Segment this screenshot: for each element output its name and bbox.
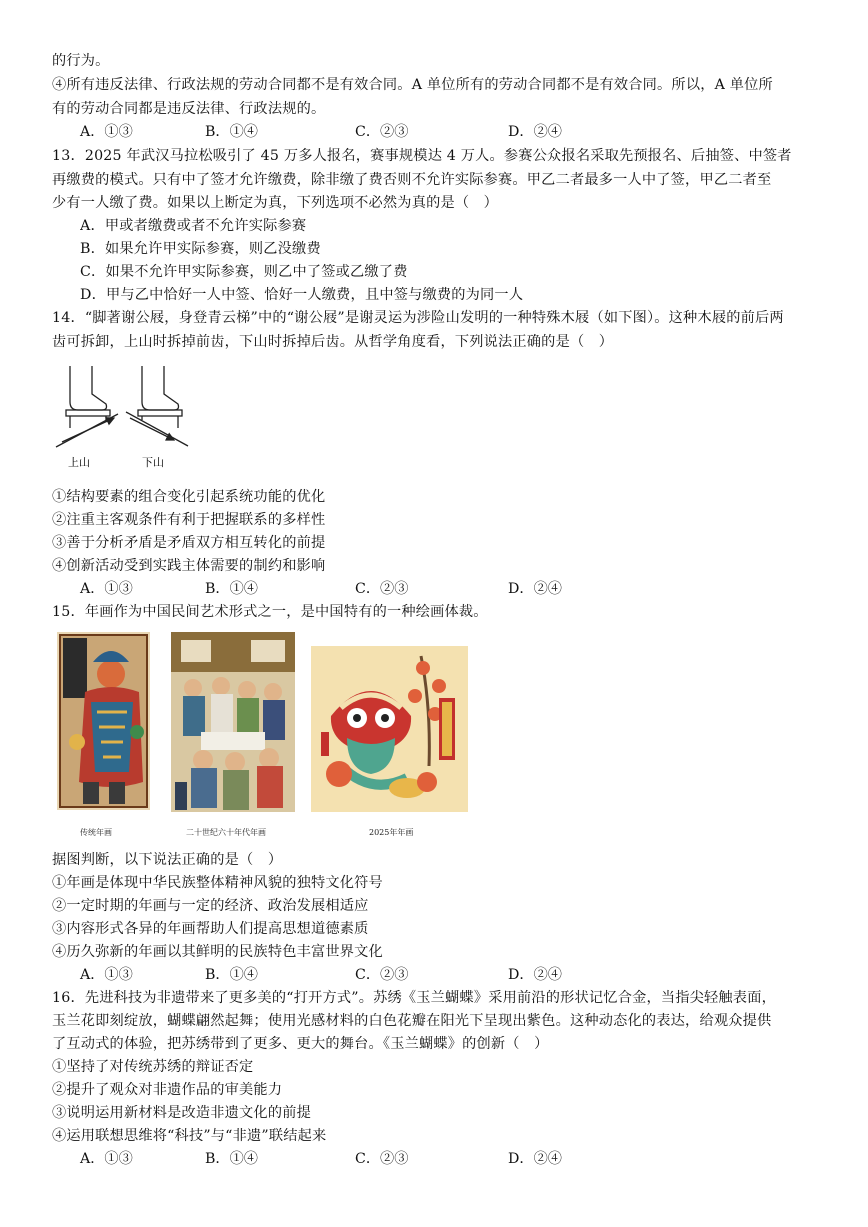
q16-item-1: ①坚持了对传统苏绣的辩证否定 bbox=[52, 1059, 254, 1075]
leg-downhill-icon bbox=[142, 366, 179, 410]
q15-item-3: ③内容形式各异的年画帮助人们提高思想道德素质 bbox=[52, 921, 369, 937]
q16-item-3: ③说明运用新材料是改造非遗文化的前提 bbox=[52, 1105, 311, 1121]
option-a[interactable]: A．①③ bbox=[80, 124, 133, 140]
slope-downhill bbox=[126, 412, 188, 446]
clog-board-uphill bbox=[66, 410, 110, 416]
q14-stem-line2: 齿可拆卸，上山时拆掉前齿，下山时拆掉后齿。从哲学角度看，下列说法正确的是（ ） bbox=[52, 334, 614, 350]
caption-1960s: 二十世纪六十年代年画 bbox=[186, 828, 266, 837]
q13-option-c[interactable]: C．如果不允许甲实际参赛，则乙中了签或乙缴了费 bbox=[80, 264, 408, 280]
q14-stem-line1: 14．“脚著谢公屐，身登青云梯”中的“谢公屐”是谢灵运为涉险山发明的一种特殊木屐（如下图）。这种木屐的前后两 bbox=[52, 310, 784, 326]
option-d[interactable]: D．②④ bbox=[508, 967, 562, 983]
q14-item-2: ②注重主客观条件有利于把握联系的多样性 bbox=[52, 512, 326, 528]
option-d[interactable]: D．②④ bbox=[508, 581, 562, 597]
q14-item-4: ④创新活动受到实践主体需要的制约和影响 bbox=[52, 558, 326, 574]
option-b[interactable]: B．①④ bbox=[205, 581, 258, 597]
q15-item-1: ①年画是体现中华民族整体精神风貌的独特文化符号 bbox=[52, 875, 383, 891]
q13-stem-line2: 再缴费的模式。只有中了签才允许缴费，除非缴了费否则不允许实际参赛。甲乙二者最多一人中了签，甲乙二者至 bbox=[52, 172, 772, 188]
option-a[interactable]: A．①③ bbox=[80, 581, 133, 597]
option-a[interactable]: A．①③ bbox=[80, 967, 133, 983]
option-d[interactable]: D．②④ bbox=[508, 1151, 562, 1167]
q15-item-2: ②一定时期的年画与一定的经济、政治发展相适应 bbox=[52, 898, 369, 914]
clog-board-downhill bbox=[138, 410, 182, 416]
q16-stem-line2: 玉兰花即刻绽放，蝴蝶翩然起舞；使用光感材料的白色花瓣在阳光下呈现出紫色。这种动态化的表达，给观众提供 bbox=[52, 1013, 772, 1029]
option-b[interactable]: B．①④ bbox=[205, 1151, 258, 1167]
caption-traditional: 传统年画 bbox=[80, 828, 112, 837]
option-d[interactable]: D．②④ bbox=[508, 124, 562, 140]
q16-item-4: ④运用联想思维将“科技”与“非遗”联结起来 bbox=[52, 1128, 327, 1144]
traditional-nianhua-image bbox=[57, 632, 150, 810]
q14-item-3: ③善于分析矛盾是矛盾双方相互转化的前提 bbox=[52, 535, 326, 551]
q15-stem-line2: 据图判断，以下说法正确的是（ ） bbox=[52, 852, 283, 868]
q12-item4-line1: ④所有违反法律、行政法规的劳动合同都不是有效合同。A 单位所有的劳动合同都不是有效合同。所以，A 单位所 bbox=[52, 77, 773, 93]
q15-stem-line1: 15．年画作为中国民间艺术形式之一，是中国特有的一种绘画体裁。 bbox=[52, 604, 488, 620]
caption-2025: 2025年年画 bbox=[369, 828, 414, 837]
fig-label-downhill: 下山 bbox=[142, 456, 164, 469]
2025-nianhua-image bbox=[311, 646, 468, 812]
option-b[interactable]: B．①④ bbox=[205, 124, 258, 140]
q13-option-d[interactable]: D．甲与乙中恰好一人中签、恰好一人缴费，且中签与缴费的为同一人 bbox=[80, 287, 524, 303]
q12-tail-line: 的行为。 bbox=[52, 53, 110, 69]
q12-item4-line2: 有的劳动合同都是违反法律、行政法规的。 bbox=[52, 101, 326, 117]
1960s-nianhua-image bbox=[171, 632, 295, 812]
option-a[interactable]: A．①③ bbox=[80, 1151, 133, 1167]
q13-stem-line3: 少有一人缴了费。如果以上断定为真，下列选项不必然为真的是（ ） bbox=[52, 195, 499, 211]
q16-item-2: ②提升了观众对非遗作品的审美能力 bbox=[52, 1082, 283, 1098]
option-c[interactable]: C．②③ bbox=[355, 967, 409, 983]
q16-stem-line3: 了互动式的体验，把苏绣带到了更多、更大的舞台。《玉兰蝴蝶》的创新（ ） bbox=[52, 1036, 549, 1052]
q14-item-1: ①结构要素的组合变化引起系统功能的优化 bbox=[52, 489, 326, 505]
option-b[interactable]: B．①④ bbox=[205, 967, 258, 983]
q15-item-4: ④历久弥新的年画以其鲜明的民族特色丰富世界文化 bbox=[52, 944, 383, 960]
q16-stem-line1: 16．先进科技为非遗带来了更多美的“打开方式”。苏绣《玉兰蝴蝶》采用前沿的形状记忆合金，当指尖轻触表面， bbox=[52, 990, 776, 1006]
q13-option-b[interactable]: B．如果允许甲实际参赛，则乙没缴费 bbox=[80, 241, 321, 257]
q13-option-a[interactable]: A．甲或者缴费或者不允许实际参赛 bbox=[80, 218, 307, 234]
arrow-downhill-icon bbox=[130, 418, 174, 440]
option-c[interactable]: C．②③ bbox=[355, 1151, 409, 1167]
option-c[interactable]: C．②③ bbox=[355, 124, 409, 140]
q13-stem-line1: 13．2025 年武汉马拉松吸引了 45 万多人报名，赛事规模达 4 万人。参赛公众报名采取先预报名、后抽签、中签者 bbox=[52, 148, 792, 164]
option-c[interactable]: C．②③ bbox=[355, 581, 409, 597]
clog-diagram bbox=[52, 362, 192, 472]
leg-uphill-icon bbox=[70, 366, 107, 410]
fig-label-uphill: 上山 bbox=[68, 456, 90, 469]
